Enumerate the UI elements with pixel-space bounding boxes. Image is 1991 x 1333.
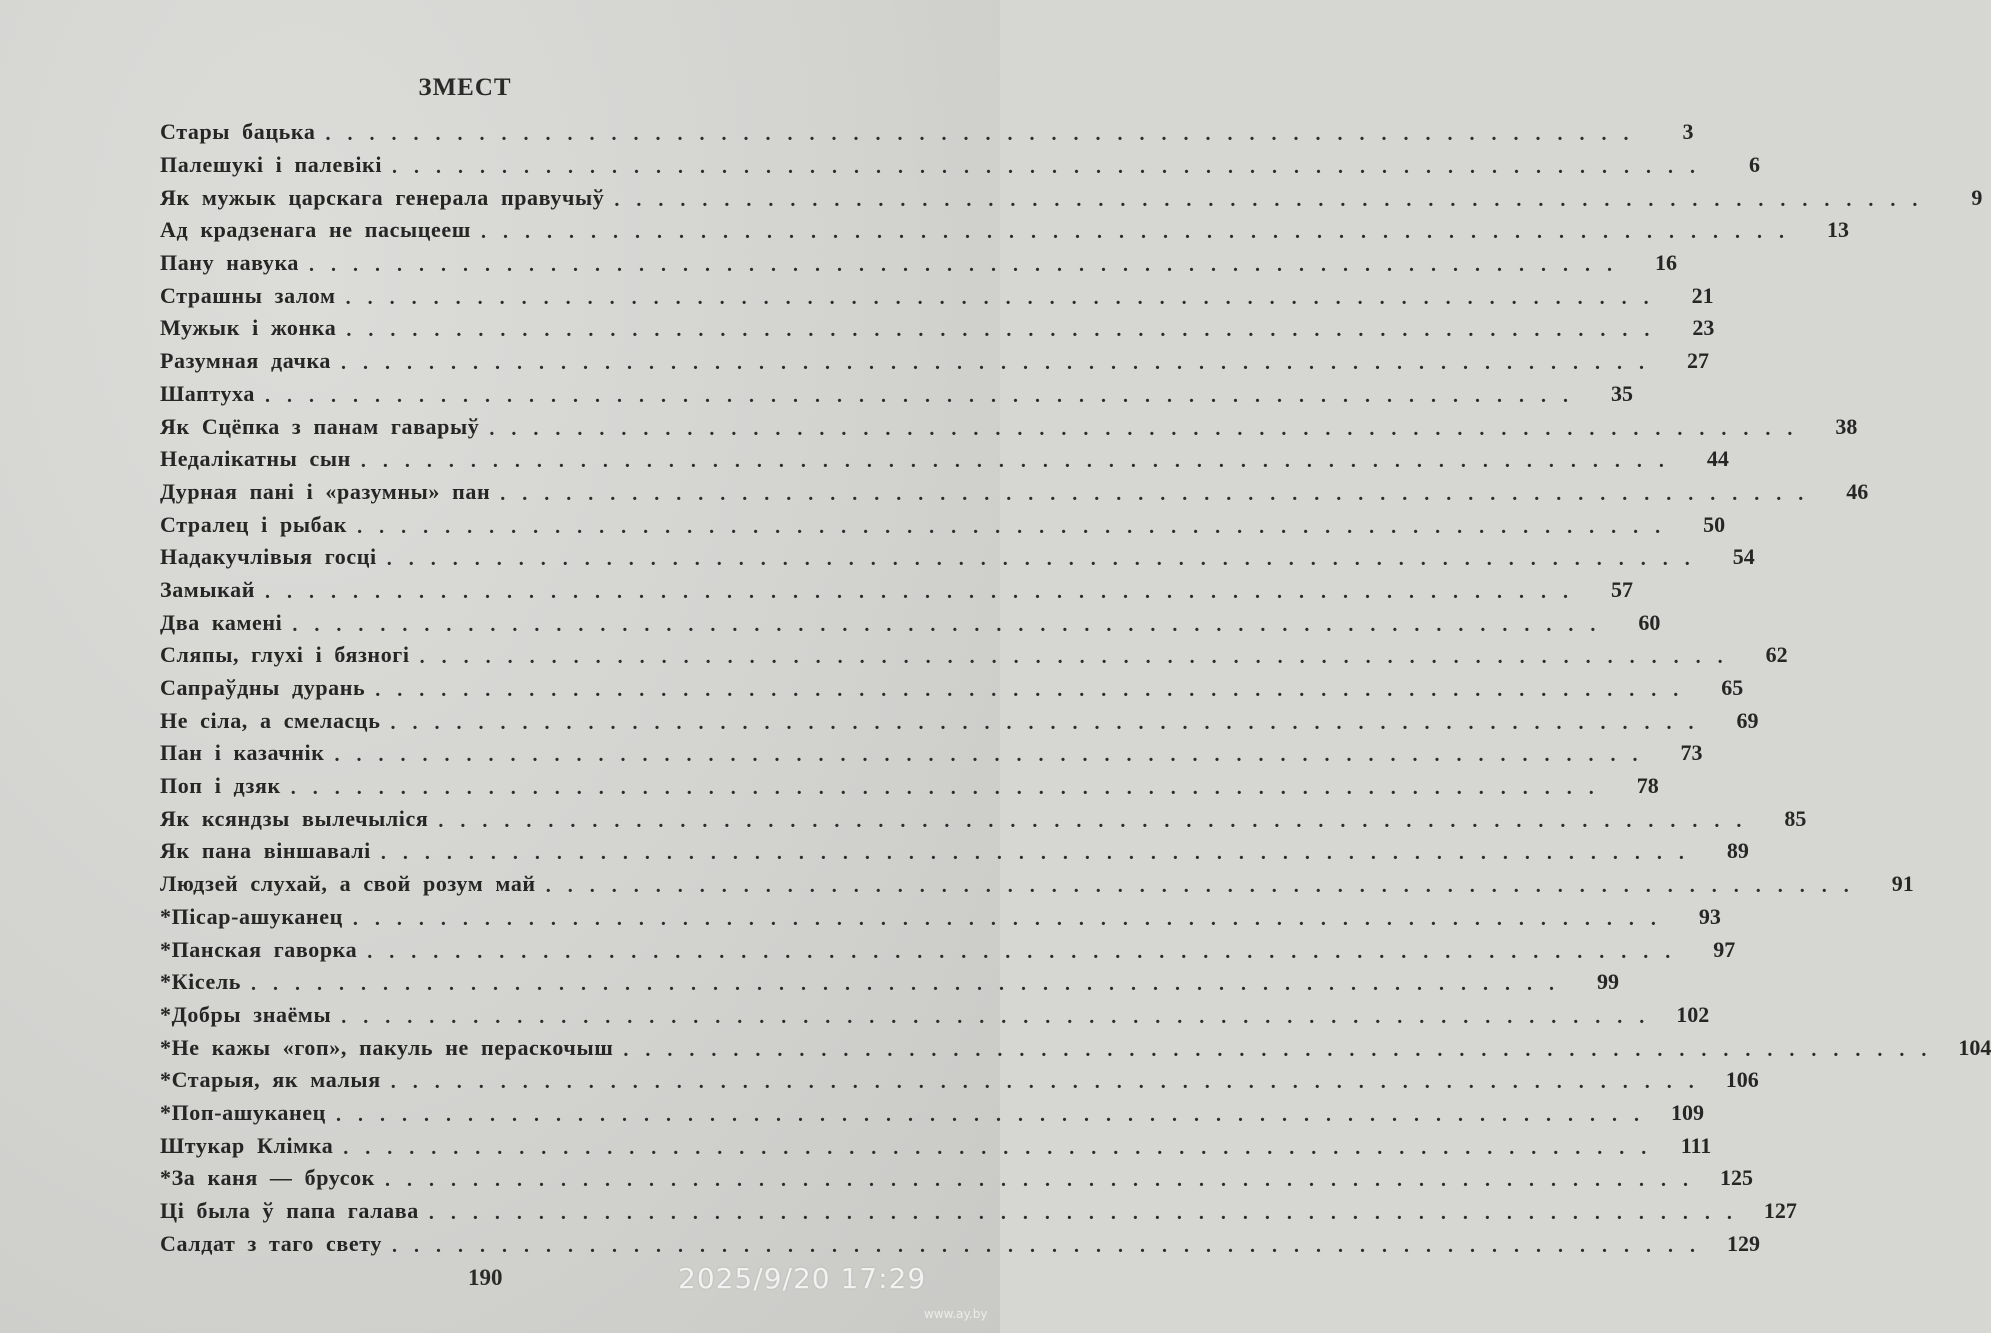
toc-entry-title: *Поп-ашуканец [160, 1099, 326, 1125]
dot-leader: ............................................................ [428, 1202, 1749, 1225]
toc-entry-page: 27 [1687, 348, 1709, 374]
toc-entry-page: 104 [1958, 1034, 1991, 1060]
toc-entry [160, 737, 1703, 770]
toc-entry [160, 1097, 1704, 1130]
toc-entry [160, 116, 1694, 149]
toc-entry-title: Як мужык царскага генерала правучыў [160, 184, 605, 210]
toc-entry-title: Пан і казачнік [160, 740, 325, 766]
toc-entry-title: *Панская гаворка [160, 936, 358, 962]
toc-entry-title: Пану навука [160, 250, 300, 276]
toc-entry-page: 46 [1846, 478, 1869, 504]
toc-entry [160, 247, 1678, 280]
toc-entry-page: 69 [1736, 707, 1759, 733]
dot-leader: ............................................................ [419, 646, 1740, 669]
dot-leader: ............................................................ [346, 319, 1667, 342]
toc-entry-title: Штукар Клімка [160, 1132, 334, 1158]
dot-leader: ............................................................ [384, 1169, 1705, 1192]
toc-entry-page: 78 [1636, 773, 1659, 799]
toc-entry [160, 835, 1749, 868]
toc-entry-page: 54 [1732, 544, 1755, 570]
toc-entry-title: Як ксяндзы вылечыліся [160, 805, 429, 831]
dot-leader: ............................................................ [325, 123, 1646, 146]
toc-entry [160, 1195, 1797, 1228]
toc-entry [160, 770, 1659, 803]
toc-entry [160, 476, 1869, 509]
toc-entry-page: 38 [1835, 413, 1858, 439]
toc-entry [160, 378, 1633, 411]
toc-entry-page: 97 [1713, 936, 1736, 962]
toc-entry-page: 85 [1784, 805, 1807, 831]
dot-leader: ............................................................ [489, 417, 1810, 440]
toc-entry [160, 1064, 1759, 1097]
toc-entry-page: 106 [1725, 1067, 1759, 1093]
dot-leader: ............................................................ [614, 188, 1935, 211]
toc-entry-title: Дурная пані і «разумны» пан [160, 478, 491, 504]
toc-entry [160, 410, 1858, 443]
toc-entry-title: *Не кажы «гоп», пакуль не пераскочыш [160, 1034, 614, 1060]
dot-leader: ............................................................ [264, 384, 1585, 407]
toc-entry-title: Разумная дачка [160, 348, 331, 374]
toc-entry-title: Мужык і жонка [160, 315, 337, 341]
toc-entry [160, 345, 1709, 378]
dot-leader: ............................................................ [341, 352, 1661, 375]
toc-entry-page: 125 [1719, 1165, 1753, 1191]
dot-leader: ............................................................ [438, 809, 1759, 832]
toc-entry-page: 89 [1726, 838, 1749, 864]
toc-entry-title: Два камені [160, 609, 283, 635]
toc-entry [160, 704, 1759, 737]
toc-entry-title: Не сіла, а смеласць [160, 707, 381, 733]
toc-entry [160, 149, 1761, 182]
toc-entry [160, 214, 1849, 247]
dot-leader: ............................................................ [309, 254, 1630, 277]
dot-leader: ............................................................ [360, 450, 1681, 473]
dot-leader: ............................................................ [367, 940, 1688, 963]
toc-entry-page: 13 [1826, 217, 1849, 243]
dot-leader: ............................................................ [251, 973, 1572, 996]
toc-entry [160, 574, 1633, 607]
dot-leader: ............................................................ [334, 744, 1655, 767]
dot-leader: ............................................................ [545, 875, 1866, 898]
toc-entry [160, 868, 1914, 901]
toc-entry-title: Поп і дзяк [160, 773, 281, 799]
toc-entry-title: Страшны залом [160, 282, 336, 308]
toc-entry-title: Салдат з таго свету [160, 1230, 382, 1256]
toc-entry-page: 102 [1676, 1001, 1710, 1027]
toc-entry-title: Ад крадзенага не пасыцееш [160, 217, 471, 243]
toc-entry [160, 933, 1736, 966]
toc-entry-page: 109 [1670, 1099, 1704, 1125]
toc-entry-page: 93 [1698, 903, 1721, 929]
toc-entry-title: Як пана віншавалі [160, 838, 371, 864]
page-number-footer: 190 [468, 1265, 503, 1290]
dot-leader: ............................................................ [352, 907, 1673, 930]
toc-entry-page: 73 [1680, 740, 1703, 766]
dot-leader: ............................................................ [391, 1234, 1712, 1257]
toc-entry-page: 62 [1765, 642, 1788, 668]
dot-leader: ............................................................ [292, 613, 1613, 636]
toc-entry [160, 802, 1807, 835]
toc-entry [160, 1031, 1991, 1064]
toc-entry-title: Палешукі і палевікі [160, 152, 383, 178]
toc-entry-title: *Старыя, як малыя [160, 1067, 381, 1093]
toc-entry [160, 901, 1721, 934]
toc-entry [160, 672, 1744, 705]
toc-entry-page: 44 [1706, 446, 1729, 472]
toc-entry-page: 127 [1763, 1198, 1797, 1224]
toc-entry-title: Стары бацька [160, 119, 316, 145]
toc-entry-title: Людзей слухай, а свой розум май [160, 871, 536, 897]
toc-entry-page: 129 [1726, 1230, 1760, 1256]
toc-entry-page: 35 [1610, 380, 1633, 406]
toc-entry [160, 1162, 1753, 1195]
toc-entry-title: Надакучлівыя госці [160, 544, 377, 570]
dot-leader: ............................................................ [343, 1136, 1664, 1159]
contents-heading: ЗМЕСТ [418, 74, 512, 101]
toc-entry [160, 508, 1726, 541]
dot-leader: ............................................................ [380, 842, 1701, 865]
dot-leader: ............................................................ [386, 548, 1707, 571]
toc-entry-title: *Пісар-ашуканец [160, 903, 343, 929]
toc-entry-title: Стралец і рыбак [160, 511, 348, 537]
toc-entry-page: 16 [1655, 250, 1678, 276]
toc-entry-title: Сляпы, глухі і бязногі [160, 642, 410, 668]
toc-entry [160, 606, 1661, 639]
toc-entry [160, 1129, 1712, 1162]
toc-entry-page: 65 [1721, 675, 1744, 701]
toc-entry-page: 50 [1703, 511, 1726, 537]
photo-timestamp: 2025/9/20 17:29 [678, 1262, 927, 1295]
toc-entry [160, 279, 1714, 312]
toc-entry-page: 99 [1597, 969, 1620, 995]
toc-entry-page: 23 [1692, 315, 1715, 341]
dot-leader: ............................................................ [390, 711, 1711, 734]
dot-leader: ............................................................ [341, 1005, 1662, 1028]
dot-leader: ............................................................ [500, 482, 1821, 505]
dot-leader: ............................................................ [480, 221, 1801, 244]
table-of-contents [160, 116, 1991, 1260]
toc-entry-title: Недалікатны сын [160, 446, 351, 472]
toc-entry-title: Ці была ў папа галава [160, 1198, 419, 1224]
toc-entry-page: 6 [1749, 152, 1761, 178]
toc-entry [160, 999, 1710, 1032]
toc-entry [160, 639, 1788, 672]
dot-leader: ............................................................ [375, 679, 1696, 702]
toc-entry-page: 91 [1891, 871, 1914, 897]
toc-entry-page: 21 [1691, 282, 1714, 308]
dot-leader: ............................................................ [345, 286, 1666, 309]
dot-leader: ............................................................ [623, 1038, 1944, 1061]
dot-leader: ............................................................ [290, 777, 1611, 800]
dot-leader: ............................................................ [335, 1103, 1656, 1126]
toc-entry-page: 111 [1680, 1132, 1712, 1158]
toc-entry-title: Замыкай [160, 576, 255, 602]
toc-entry [160, 312, 1715, 345]
toc-entry [160, 181, 1983, 214]
toc-entry-page: 9 [1971, 184, 1983, 210]
toc-entry-title: *Кісель [160, 969, 242, 995]
dot-leader: ............................................................ [392, 156, 1713, 179]
toc-entry-page: 60 [1638, 609, 1661, 635]
toc-entry [160, 966, 1620, 999]
toc-entry-page: 3 [1682, 119, 1694, 145]
toc-entry [160, 1227, 1760, 1260]
toc-entry-title: Сапраўдны дурань [160, 675, 366, 701]
dot-leader: ............................................................ [265, 580, 1585, 603]
toc-entry [160, 541, 1755, 574]
toc-entry-page: 57 [1611, 576, 1633, 602]
dot-leader: ............................................................ [357, 515, 1678, 538]
toc-entry-title: *За каня — брусок [160, 1165, 375, 1191]
dot-leader: ............................................................ [390, 1071, 1711, 1094]
toc-entry-title: Шаптуха [160, 380, 255, 406]
toc-entry-title: *Добры знаёмы [160, 1001, 332, 1027]
toc-entry [160, 443, 1729, 476]
toc-entry-title: Як Сцёпка з панам гаварыў [160, 413, 480, 439]
watermark: www.ay.by [924, 1307, 988, 1321]
